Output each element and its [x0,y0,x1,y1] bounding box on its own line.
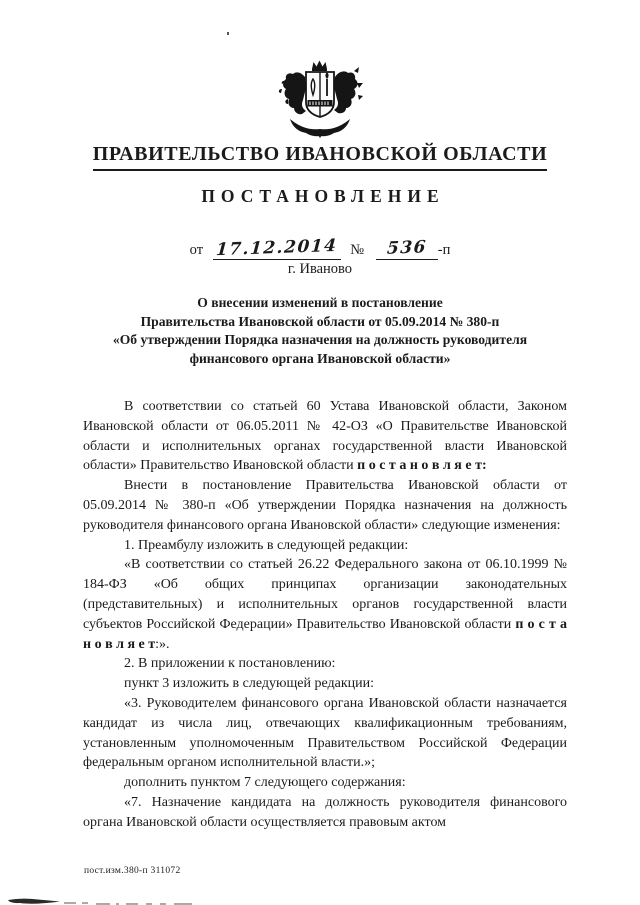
body-paragraph: пункт 3 изложить в следующей редакции: [124,676,374,692]
body-paragraph: В соответствии со статьей 60 Устава Ивановской области, Законом Ивановской области от 06.05.2011 № 42-ОЗ «О Правительстве Ивановской области и исполнительных органах государственной власти Ивановской области» Правительство Ивановской области п о с т а н о в л я е т: [83,399,567,474]
org-name-text: ПРАВИТЕЛЬСТВО ИВАНОВСКОЙ ОБЛАСТИ [93,143,548,171]
document-body [83,397,567,833]
doc-type-heading: ПОСТАНОВЛЕНИЕ [201,186,445,206]
scan-line-artifact [6,894,196,905]
handwritten-date: 17.12.2014 [215,235,339,261]
body-paragraph: Внести в постановление Правительства Ивановской области от 05.09.2014 № 380-п «Об утверждении Порядка назначения на должность руководителя финансового органа Ивановской области» следующие изменения: [83,478,567,533]
date-number-line [0,235,640,261]
footer-registration-note: пост.изм.380-п 311072 [84,866,181,876]
scan-speck-artifact [227,32,229,35]
document-title [70,294,570,368]
body-paragraph: дополнить пунктом 7 следующего содержания: [124,775,406,791]
date-label: от [189,242,204,258]
city-line: г. Иваново [287,261,353,277]
body-paragraph: 1. Преамбулу изложить в следующей редакции: [124,537,409,553]
number-field [376,237,438,260]
title-line: Правительства Ивановской области от 05.09.2014 № 380-п [140,313,500,329]
number-suffix: -п [437,242,451,258]
ivanovo-oblast-coat-of-arms-icon [276,59,364,144]
org-name-heading [0,143,640,171]
body-paragraph: «3. Руководителем финансового органа Ивановской области назначается кандидат из числа лиц, отвечающих квалификационным требованиям, установленным уполномоченным Правительством Российской Федерации федеральным органом исполнительной власти.»; [83,695,567,771]
number-label: № [350,242,365,258]
body-paragraph: «7. Назначение кандидата на должность руководителя финансового органа Ивановской области осуществляется правовым актом [83,794,567,830]
title-line: «Об утверждении Порядка назначения на должность руководителя [112,332,528,348]
body-paragraph: 2. В приложении к постановлению: [124,656,336,672]
date-field [213,235,341,261]
title-line: О внесении изменений в постановление [197,295,443,310]
title-line: финансового органа Ивановской области» [189,350,451,366]
body-paragraph: «В соответствии со статьей 26.22 Федерального закона от 06.10.1999 № 184-ФЗ «Об общих принципах организации законодательных (представительных) и исполнительных органов государственной власти субъектов Российской Федерации» Правительство Ивановской области п о с т а н о в л я е т:». [83,557,567,652]
handwritten-number: 536 [386,237,428,259]
